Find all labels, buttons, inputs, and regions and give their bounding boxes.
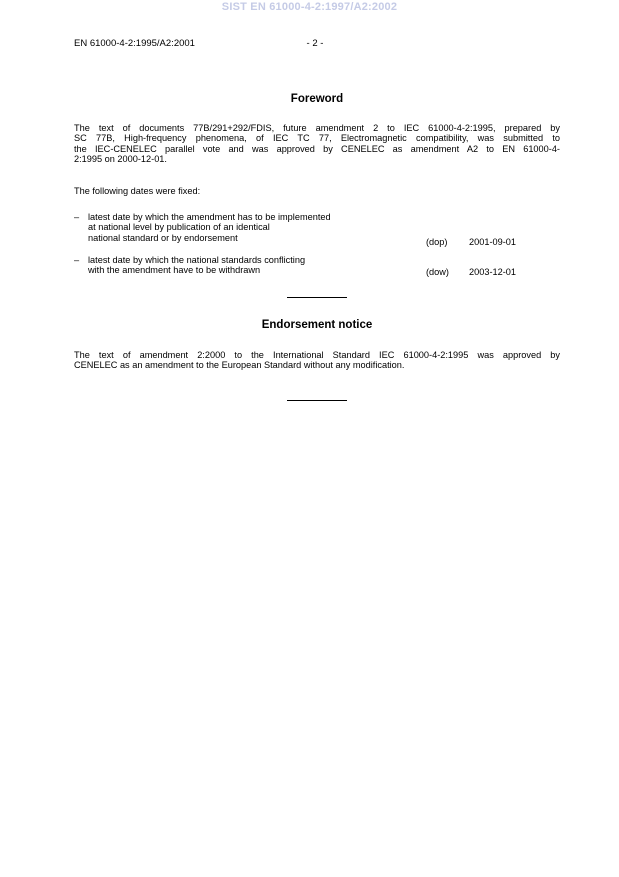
endorsement-title: Endorsement notice bbox=[261, 319, 373, 331]
paragraph-line: The text of amendment 2:2000 to the International Standard IEC 61000-4-2:1995 was approved by bbox=[74, 350, 560, 360]
date-item-line: national standard or by endorsement bbox=[88, 232, 238, 243]
paragraph-line: 2:1995 on 2000-12-01. bbox=[74, 154, 167, 165]
date-abbr: (dop) bbox=[426, 237, 448, 247]
date-value: 2003-12-01 bbox=[469, 267, 516, 277]
paragraph-line: CENELEC as an amendment to the European Standard without any modification. bbox=[74, 360, 405, 371]
watermark: SIST EN 61000-4-2:1997/A2:2002 bbox=[221, 1, 398, 13]
date-item-line: latest date by which the national standards conflicting bbox=[88, 255, 306, 265]
date-item-text bbox=[88, 255, 408, 276]
paragraph-line: the IEC-CENELEC parallel vote and was approved by CENELEC as amendment A2 to EN 61000-4- bbox=[74, 143, 560, 154]
endorsement-paragraph bbox=[74, 350, 560, 371]
foreword-title: Foreword bbox=[290, 93, 344, 105]
header-doc-id: EN 61000-4-2:1995/A2:2001 bbox=[74, 38, 195, 49]
section-divider bbox=[287, 297, 347, 298]
date-item-line: at national level by publication of an identical bbox=[88, 222, 270, 233]
date-item-text bbox=[88, 212, 408, 243]
paragraph-line: The text of documents 77B/291+292/FDIS, future amendment 2 to IEC 61000-4-2:1995, prepared by bbox=[74, 123, 560, 133]
list-dash: – bbox=[74, 212, 80, 222]
dates-intro: The following dates were fixed: bbox=[74, 186, 201, 196]
header-page-number: - 2 - bbox=[306, 38, 324, 49]
foreword-paragraph bbox=[74, 123, 560, 165]
list-dash: – bbox=[74, 255, 80, 265]
date-item-line: latest date by which the amendment has to be implemented bbox=[88, 212, 331, 222]
date-abbr: (dow) bbox=[426, 267, 449, 277]
paragraph-line: SC 77B, High-frequency phenomena, of IEC TC 77, Electromagnetic compatibility, was submitted to bbox=[74, 133, 560, 144]
date-item-line: with the amendment have to be withdrawn bbox=[88, 265, 261, 276]
date-value: 2001-09-01 bbox=[469, 237, 516, 247]
section-divider bbox=[287, 400, 347, 401]
